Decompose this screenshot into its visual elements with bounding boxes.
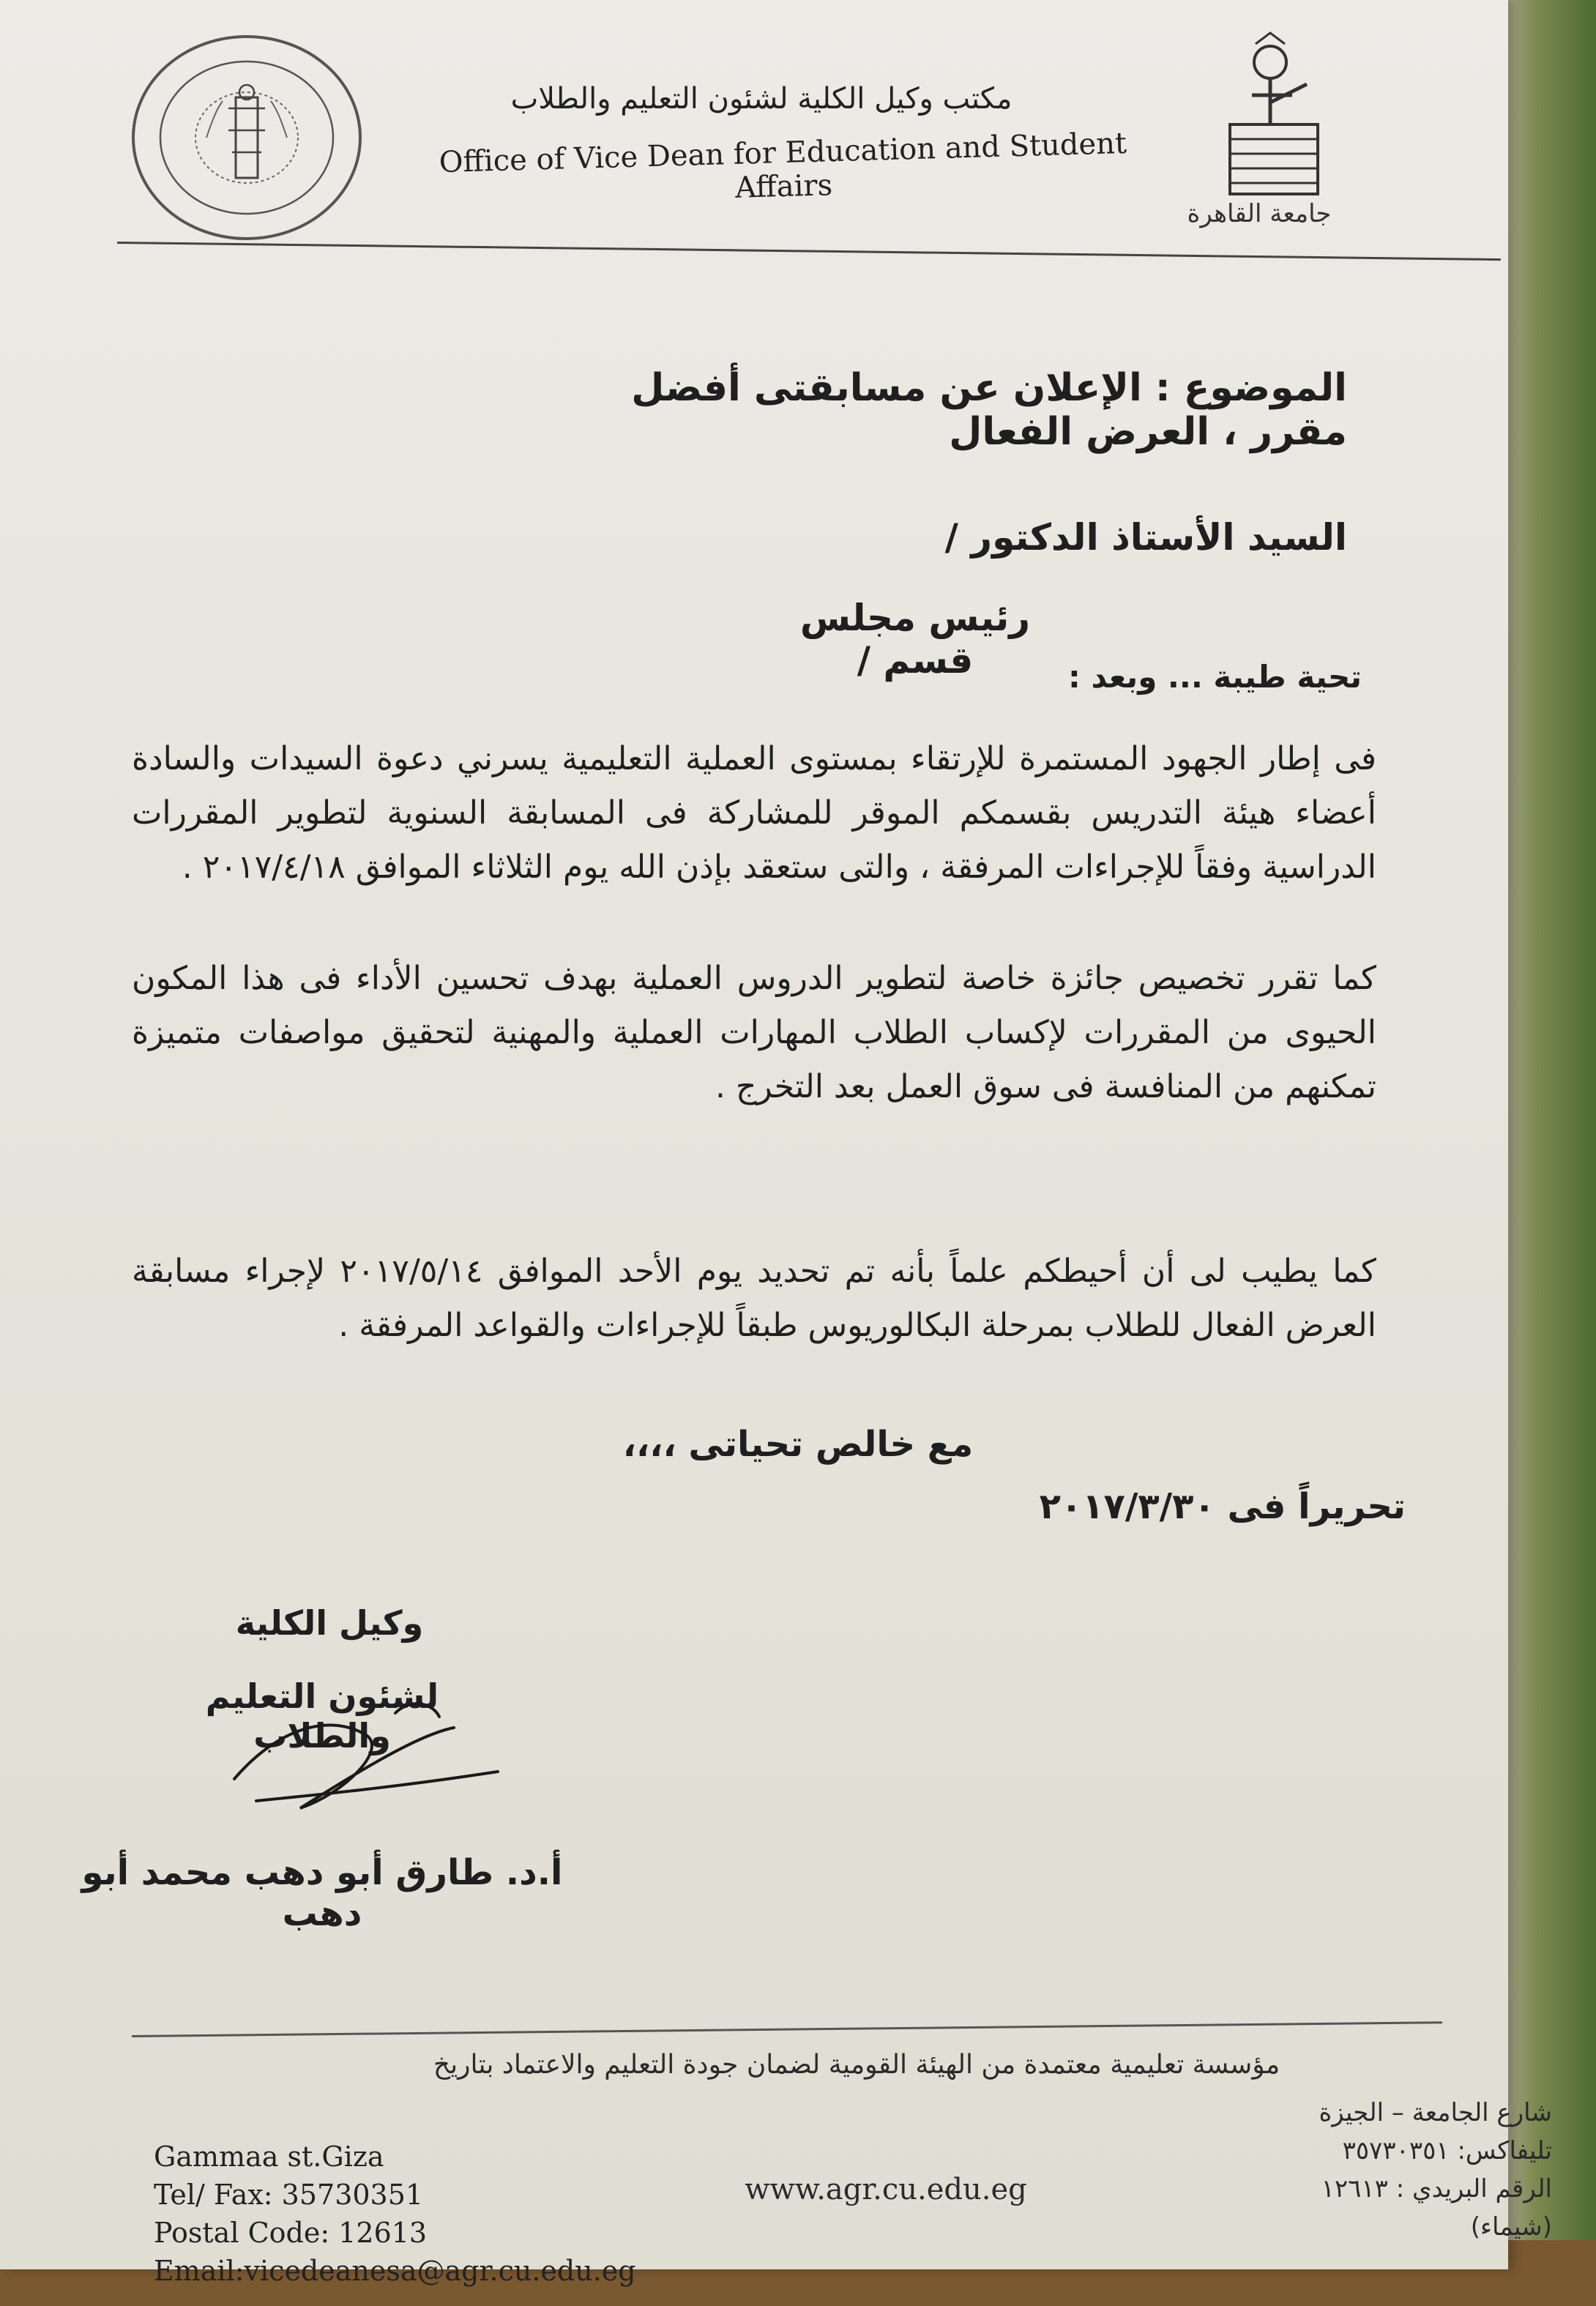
- letter-subject: الموضوع : الإعلان عن مسابقتى أفضل مقرر ، العرض الفعال: [631, 366, 1347, 454]
- letter-salutation: السيد الأستاذ الدكتور /: [944, 516, 1347, 559]
- faculty-seal: [126, 28, 368, 247]
- address-english-line: Email:vicedeanesa@agr.cu.edu.eg: [154, 2255, 636, 2287]
- background-right: [1494, 0, 1596, 2306]
- header-divider: [117, 242, 1501, 261]
- university-name: جامعة القاهرة: [1187, 199, 1332, 228]
- address-arabic: [1245, 2094, 1552, 2246]
- accreditation-note: مؤسسة تعليمية معتمدة من الهيئة القومية لضمان جودة التعليم والاعتماد بتاريخ: [433, 2050, 1280, 2080]
- office-title-arabic: مكتب وكيل الكلية لشئون التعليم والطلاب: [510, 82, 1013, 116]
- letter-greeting: تحية طيبة ... وبعد :: [1068, 659, 1362, 695]
- date-line: تحريراً فى ٢٠١٧/٣/٣٠: [1039, 1486, 1406, 1527]
- address-english-line: Postal Code: 12613: [154, 2217, 428, 2249]
- office-title-english: Office of Vice Dean for Education and Student Affairs: [439, 126, 1127, 205]
- paragraph-3: كما يطيب لى أن أحيطكم علماً بأنه تم تحديد يوم الأحد الموافق ٢٠١٧/٥/١٤ لإجراء مسابقة العرض الفعال للطلاب بمرحلة البكالوريوس طبقاً للإجراءات والقواعد المرفقة .: [132, 1253, 1377, 1344]
- department-head-line: رئيس مجلس قسم /: [799, 597, 1031, 682]
- website-link[interactable]: www.agr.cu.edu.eg: [745, 2173, 1027, 2206]
- address-english-line: Gammaa st.Giza: [154, 2141, 384, 2173]
- paragraph-1: فى إطار الجهود المستمرة للإرتقاء بمستوى العملية التعليمية يسرني دعوة السيدات والسادة أعضاء هيئة التدريس بقسمكم الموقر للمشاركة فى المسابقة السنوية لتطوير المقررات الدراسية وفقاً للإجراءات المرفقة ، والتى ستعقد بإذن الله يوم الثلاثاء الموافق ٢٠١٧/٤/١٨ .: [132, 740, 1376, 886]
- signatory-name: أ.د. طارق أبو دهب محمد أبو دهب: [81, 1852, 563, 1934]
- closing-line: مع خالص تحياتى ،،،،: [622, 1424, 974, 1465]
- address-english: [154, 2138, 710, 2290]
- university-logo: [1201, 29, 1347, 212]
- address-arabic-line: تليفاكس: ٣٥٧٣٠٣٥١: [1342, 2136, 1552, 2165]
- paragraph-2: كما تقرر تخصيص جائزة خاصة لتطوير الدروس العملية بهدف تحسين الأداء فى هذا المكون الحيوى من المقررات لإكساب الطلاب المهارات العملية والمهنية لتحقيق مواصفات متميزة تمكنهم من المنافسة فى سوق العمل بعد التخرج .: [132, 960, 1376, 1105]
- address-arabic-line: الرقم البريدي : ١٢٦١٣: [1321, 2174, 1552, 2204]
- footer-divider: [132, 2021, 1442, 2037]
- address-arabic-line: شارع الجامعة – الجيزة: [1319, 2098, 1552, 2127]
- signatory-title-1: وكيل الكلية: [235, 1603, 424, 1643]
- address-english-line: Tel/ Fax: 35730351: [154, 2179, 424, 2211]
- handwritten-signature: [212, 1684, 520, 1830]
- address-arabic-line: (شيماء): [1470, 2212, 1552, 2242]
- signatory-title-2: لشئون التعليم والطلاب: [205, 1676, 439, 1755]
